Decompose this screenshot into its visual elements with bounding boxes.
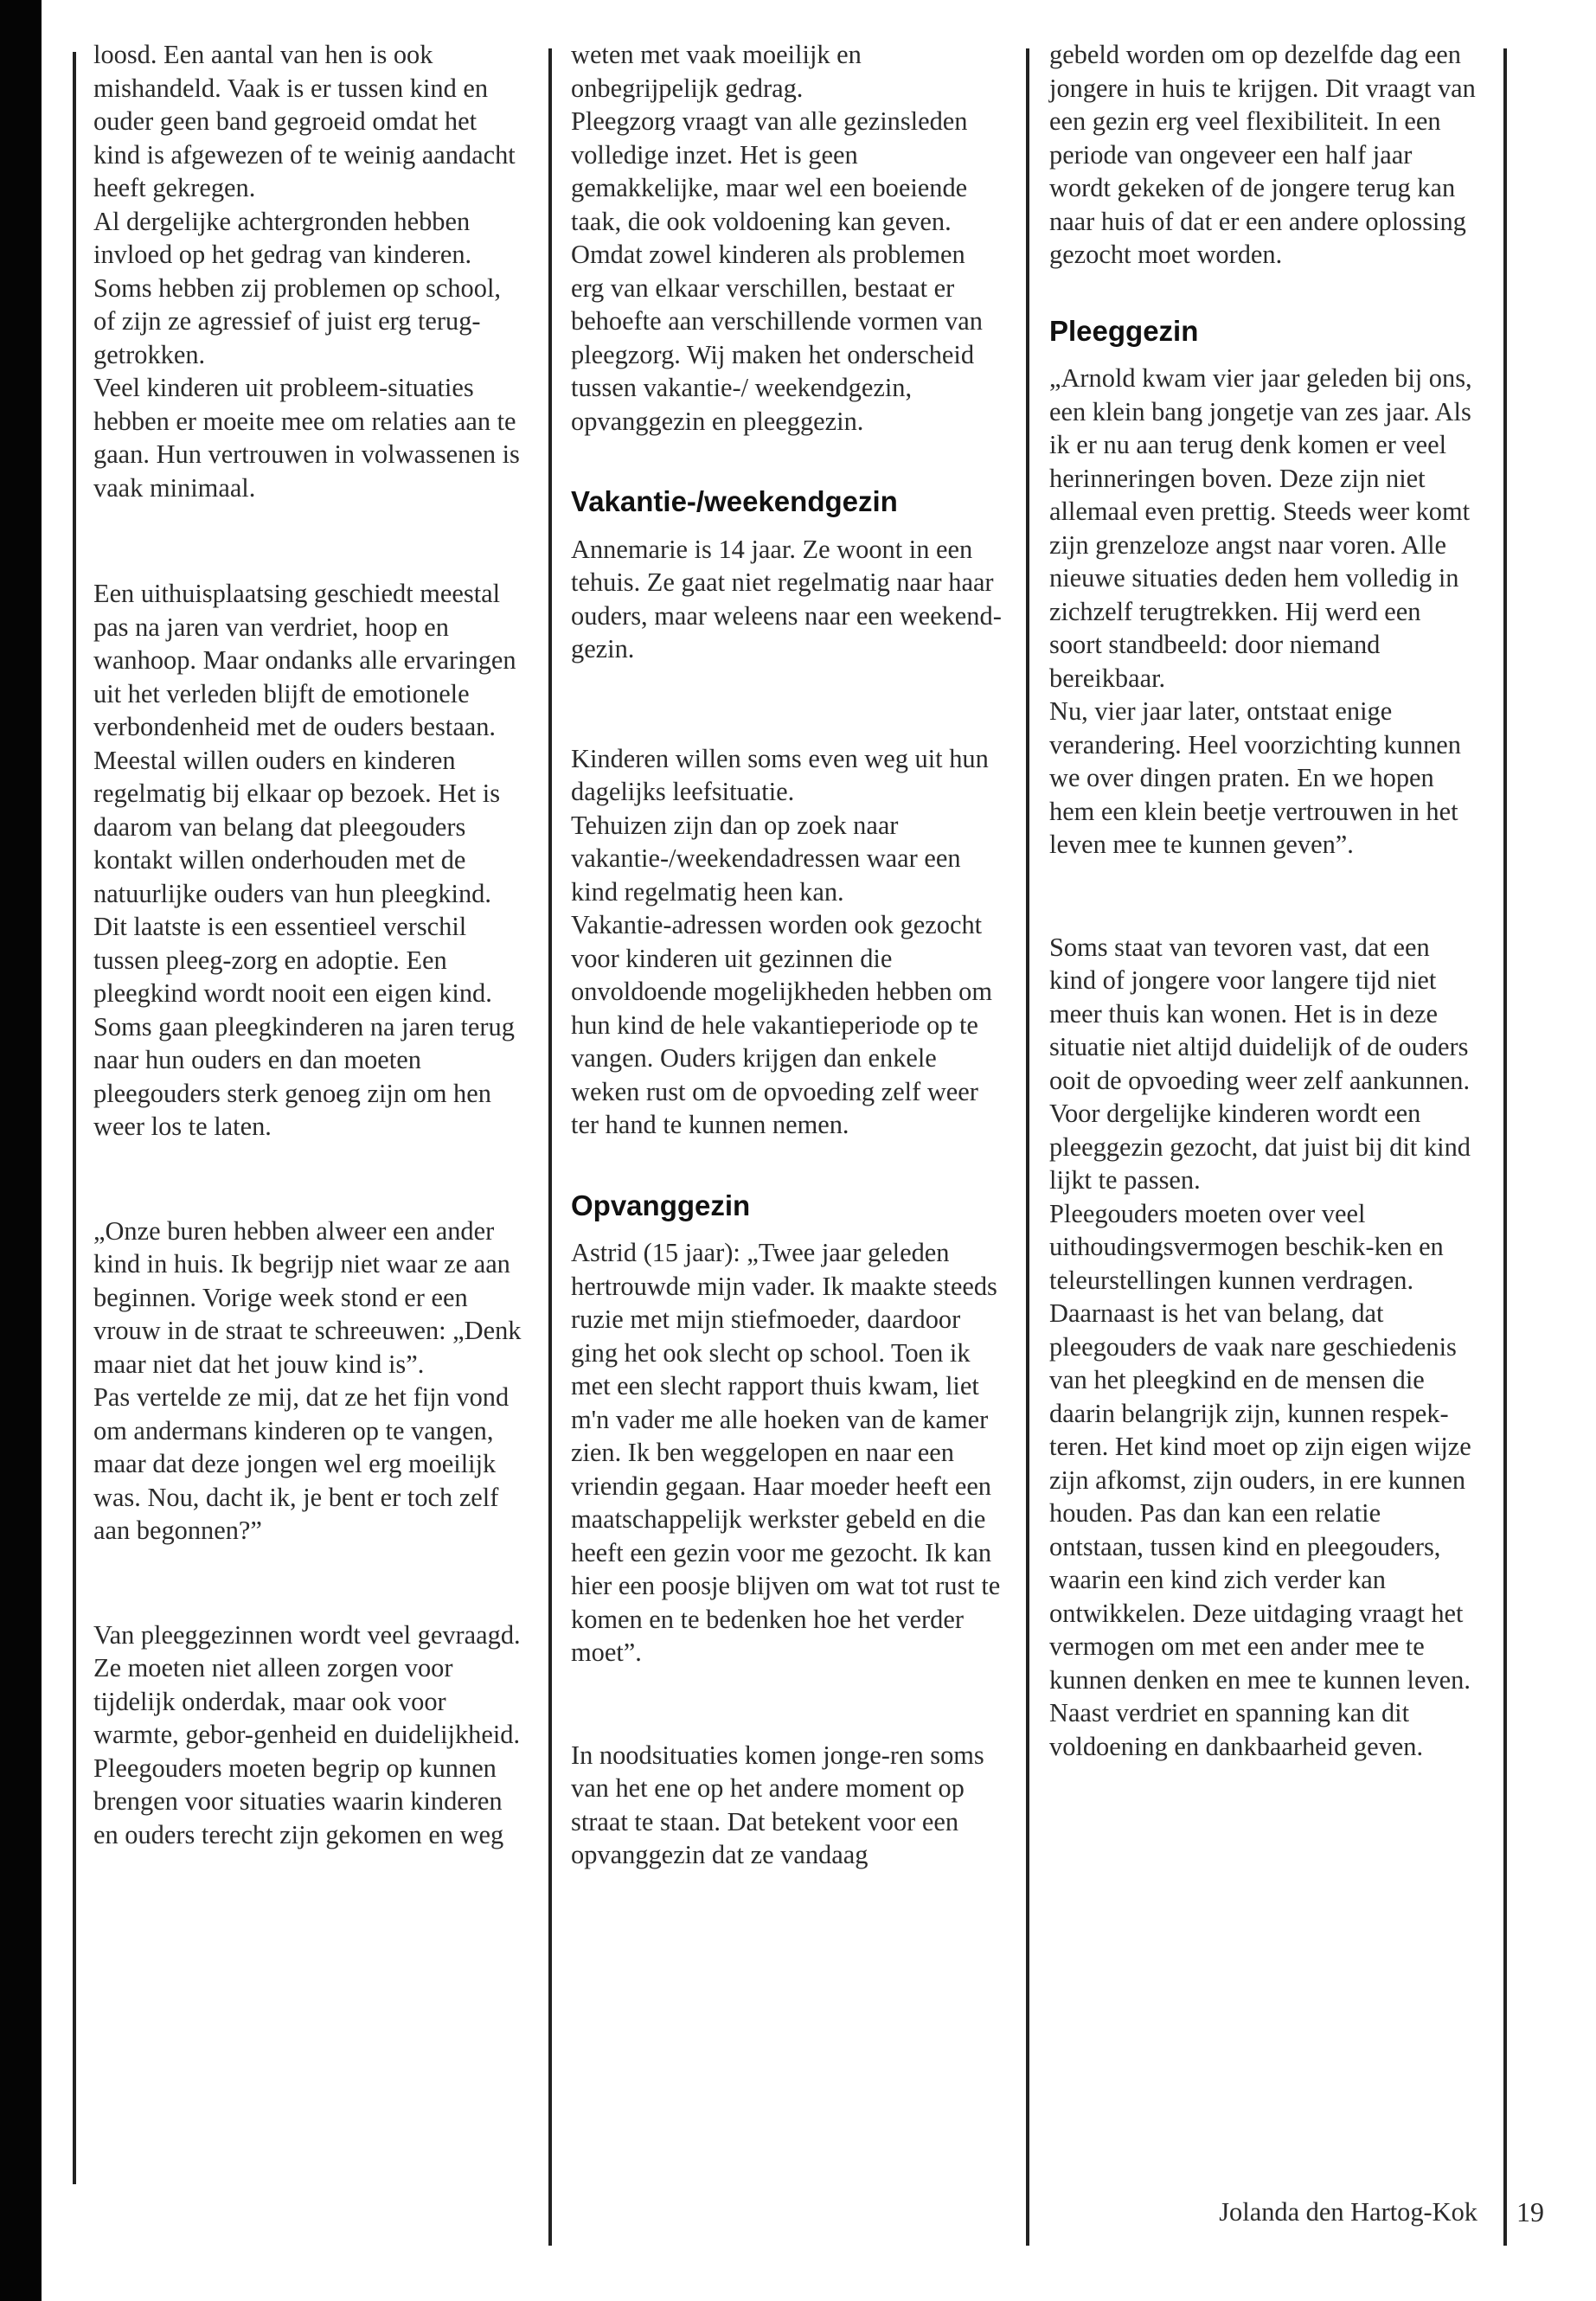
column-middle <box>571 38 1003 1872</box>
paragraph: gebeld worden om op dezelfde dag een jongere in huis te krijgen. Dit vraagt van een gezin erg veel flexibiliteit. In een periode van ongeveer een half jaar wordt gekeken of de jongere terug kan naar huis of dat er een andere oplossing gezocht moet worden. <box>1049 40 1476 269</box>
section-heading-pleeggezin: Pleeggezin <box>1049 314 1199 347</box>
quote-paragraph: „Arnold kwam vier jaar geleden bij ons, een klein bang jongetje van zes jaar. Als ik er nu aan terug denk komen er veel herinneringen boven. Deze zijn niet allemaal even prettig. Steeds weer komt zijn grenzeloze angst naar voren. Alle nieuwe situaties deden hem volledig in zichzelf terugtrekken. Hij werd een soort standbeeld: door niemand bereikbaar. <box>1049 363 1472 693</box>
quote-paragraph: Annemarie is 14 jaar. Ze woont in een tehuis. Ze gaat niet regelmatig naar haar ouders, maar weleens naar een weekend-gezin. <box>571 534 1002 663</box>
quote-paragraph: Astrid (15 jaar): „Twee jaar geleden hertrouwde mijn vader. Ik maakte steeds ruzie met mijn stiefmoeder, daardoor ging het ook slecht op school. Toen ik met een slecht rapport thuis kwam, liet m'n vader me alle hoeken van de kamer zien. Ik ben weggelopen en naar een vriendin gegaan. Haar moeder heeft een maatschappelijk werkster gebeld en die heeft een gezin voor me gezocht. Ik kan hier een poosje blijven om wat tot rust te komen en te bedenken hoe het verder moet”. <box>571 1238 1001 1667</box>
column-rule-right <box>1503 48 1507 2246</box>
author-credit: Jolanda den Hartog-Kok <box>1219 2197 1477 2227</box>
paragraph: Van pleeggezinnen wordt veel gevraagd. Ze moeten niet alleen zorgen voor tijdelijk onderdak, maar ook voor warmte, gebor-genheid en duidelijkheid. <box>93 1619 521 1749</box>
column-rule-left-middle <box>548 48 552 2246</box>
quote-paragraph: „Onze buren hebben alweer een ander kind in huis. Ik begrijp niet waar ze aan beginnen. Vorige week stond er een vrouw in de straat te schreeuwen: „Denk maar niet dat het jouw kind is”. <box>93 1215 522 1379</box>
paragraph: loosd. Een aantal van hen is ook mishandeld. Vaak is er tussen kind en ouder geen band gegroeid omdat het kind is afgewezen of te weinig aandacht heeft gekregen. <box>93 40 516 202</box>
paragraph: In noodsituaties komen jonge-ren soms van het ene op het andere moment op straat te staan. Dat betekent voor een opvanggezin dat ze vandaag <box>571 1740 984 1869</box>
column-left <box>93 38 526 1851</box>
scan-edge <box>0 0 42 2301</box>
paragraph: Al dergelijke achtergronden hebben invloed op het gedrag van kinderen. Soms hebben zij problemen op school, of zijn ze agressief of juist erg terug-getrokken. <box>93 206 501 369</box>
column-rule-middle-right <box>1026 48 1029 2246</box>
paragraph: Pleegouders moeten over veel uithoudingsvermogen beschik-ken en teleurstellingen kunnen verdragen. <box>1049 1198 1444 1295</box>
paragraph: Veel kinderen uit probleem-situaties hebben er moeite mee om relaties aan te gaan. Hun vertrouwen in volwassenen is vaak minimaal. <box>93 373 520 503</box>
page-number: 19 <box>1516 2196 1544 2227</box>
section-heading-vakantie-weekendgezin: Vakantie-/weekendgezin <box>571 485 898 517</box>
column-right <box>1049 38 1477 1763</box>
section-heading-opvanggezin: Opvanggezin <box>571 1189 751 1221</box>
paragraph: Een uithuisplaatsing geschiedt meestal pas na jaren van verdriet, hoop en wanhoop. Maar ondanks alle ervaringen uit het verleden blijft de emotionele verbondenheid met de ouders bestaan. Meestal willen ouders en kinderen regelmatig bij elkaar op bezoek. Het is daarom van belang dat pleegouders kontakt willen onderhouden met de natuurlijke ouders van hun pleegkind. Dit laatste is een essentieel verschil tussen pleeg-zorg en adoptie. Een pleegkind wordt nooit een eigen kind. Soms gaan pleegkinderen na jaren terug naar hun ouders en dan moeten pleegouders sterk genoeg zijn om hen weer los te laten. <box>93 579 516 1141</box>
paragraph: Vakantie-adressen worden ook gezocht voor kinderen uit gezinnen die onvoldoende mogelijkheden hebben om hun kind de hele vakantieperiode op te vangen. Ouders krijgen dan enkele weken rust om de opvoeding zelf weer ter hand te kunnen nemen. <box>571 910 992 1139</box>
paragraph: Omdat zowel kinderen als problemen erg van elkaar verschillen, bestaat er behoefte aan verschillende vormen van pleegzorg. Wij maken het onderscheid tussen vakantie-/ weekendgezin, opvanggezin en pleeggezin. <box>571 240 983 436</box>
paragraph: Pleegouders moeten begrip op kunnen brengen voor situaties waarin kinderen en ouders terecht zijn gekomen en weg <box>93 1753 504 1849</box>
quote-paragraph: Nu, vier jaar later, ontstaat enige verandering. Heel voorzichting kunnen we over dingen praten. En we hopen hem een klein beetje vertrouwen in het leven mee te kunnen geven”. <box>1049 696 1461 859</box>
paragraph: Pleegzorg vraagt van alle gezinsleden volledige inzet. Het is geen gemakkelijke, maar wel een boeiende taak, die ook voldoening kan geven. <box>571 106 968 236</box>
quote-paragraph: Pas vertelde ze mij, dat ze het fijn vond om andermans kinderen op te vangen, maar dat deze jongen wel erg moeilijk was. Nou, dacht ik, je bent er toch zelf aan begonnen?” <box>93 1382 510 1545</box>
paragraph: Soms staat van tevoren vast, dat een kind of jongere voor langere tijd niet meer thuis kan wonen. Het is in deze situatie niet altijd duidelijk of de ouders ooit de opvoeding weer zelf aankunnen. Voor dergelijke kinderen wordt een pleeggezin gezocht, dat juist bij dit kind lijkt te passen. <box>1049 932 1471 1195</box>
paragraph: Tehuizen zijn dan op zoek naar vakantie-/weekendadressen waar een kind regelmatig heen kan. <box>571 810 961 907</box>
paragraph: Kinderen willen soms even weg uit hun dagelijks leefsituatie. <box>571 743 989 806</box>
paragraph: weten met vaak moeilijk en onbegrijpelijk gedrag. <box>571 40 862 103</box>
paragraph: Daarnaast is het van belang, dat pleegouders de vaak nare geschiedenis van het pleegkind en de mensen die daarin belangrijk zijn, kunnen respek-teren. Het kind moet op zijn eigen wijze zijn afkomst, zijn ouders, in ere kunnen houden. Pas dan kan een relatie ontstaan, tussen kind en pleegouders, waarin een kind zich verder kan ontwikkelen. Deze uitdaging vraagt het vermogen om met een ander mee te kunnen denken en mee te kunnen leven. Naast verdriet en spanning kan dit voldoening en dankbaarheid geven. <box>1049 1298 1471 1761</box>
column-rule-left <box>73 52 76 2184</box>
